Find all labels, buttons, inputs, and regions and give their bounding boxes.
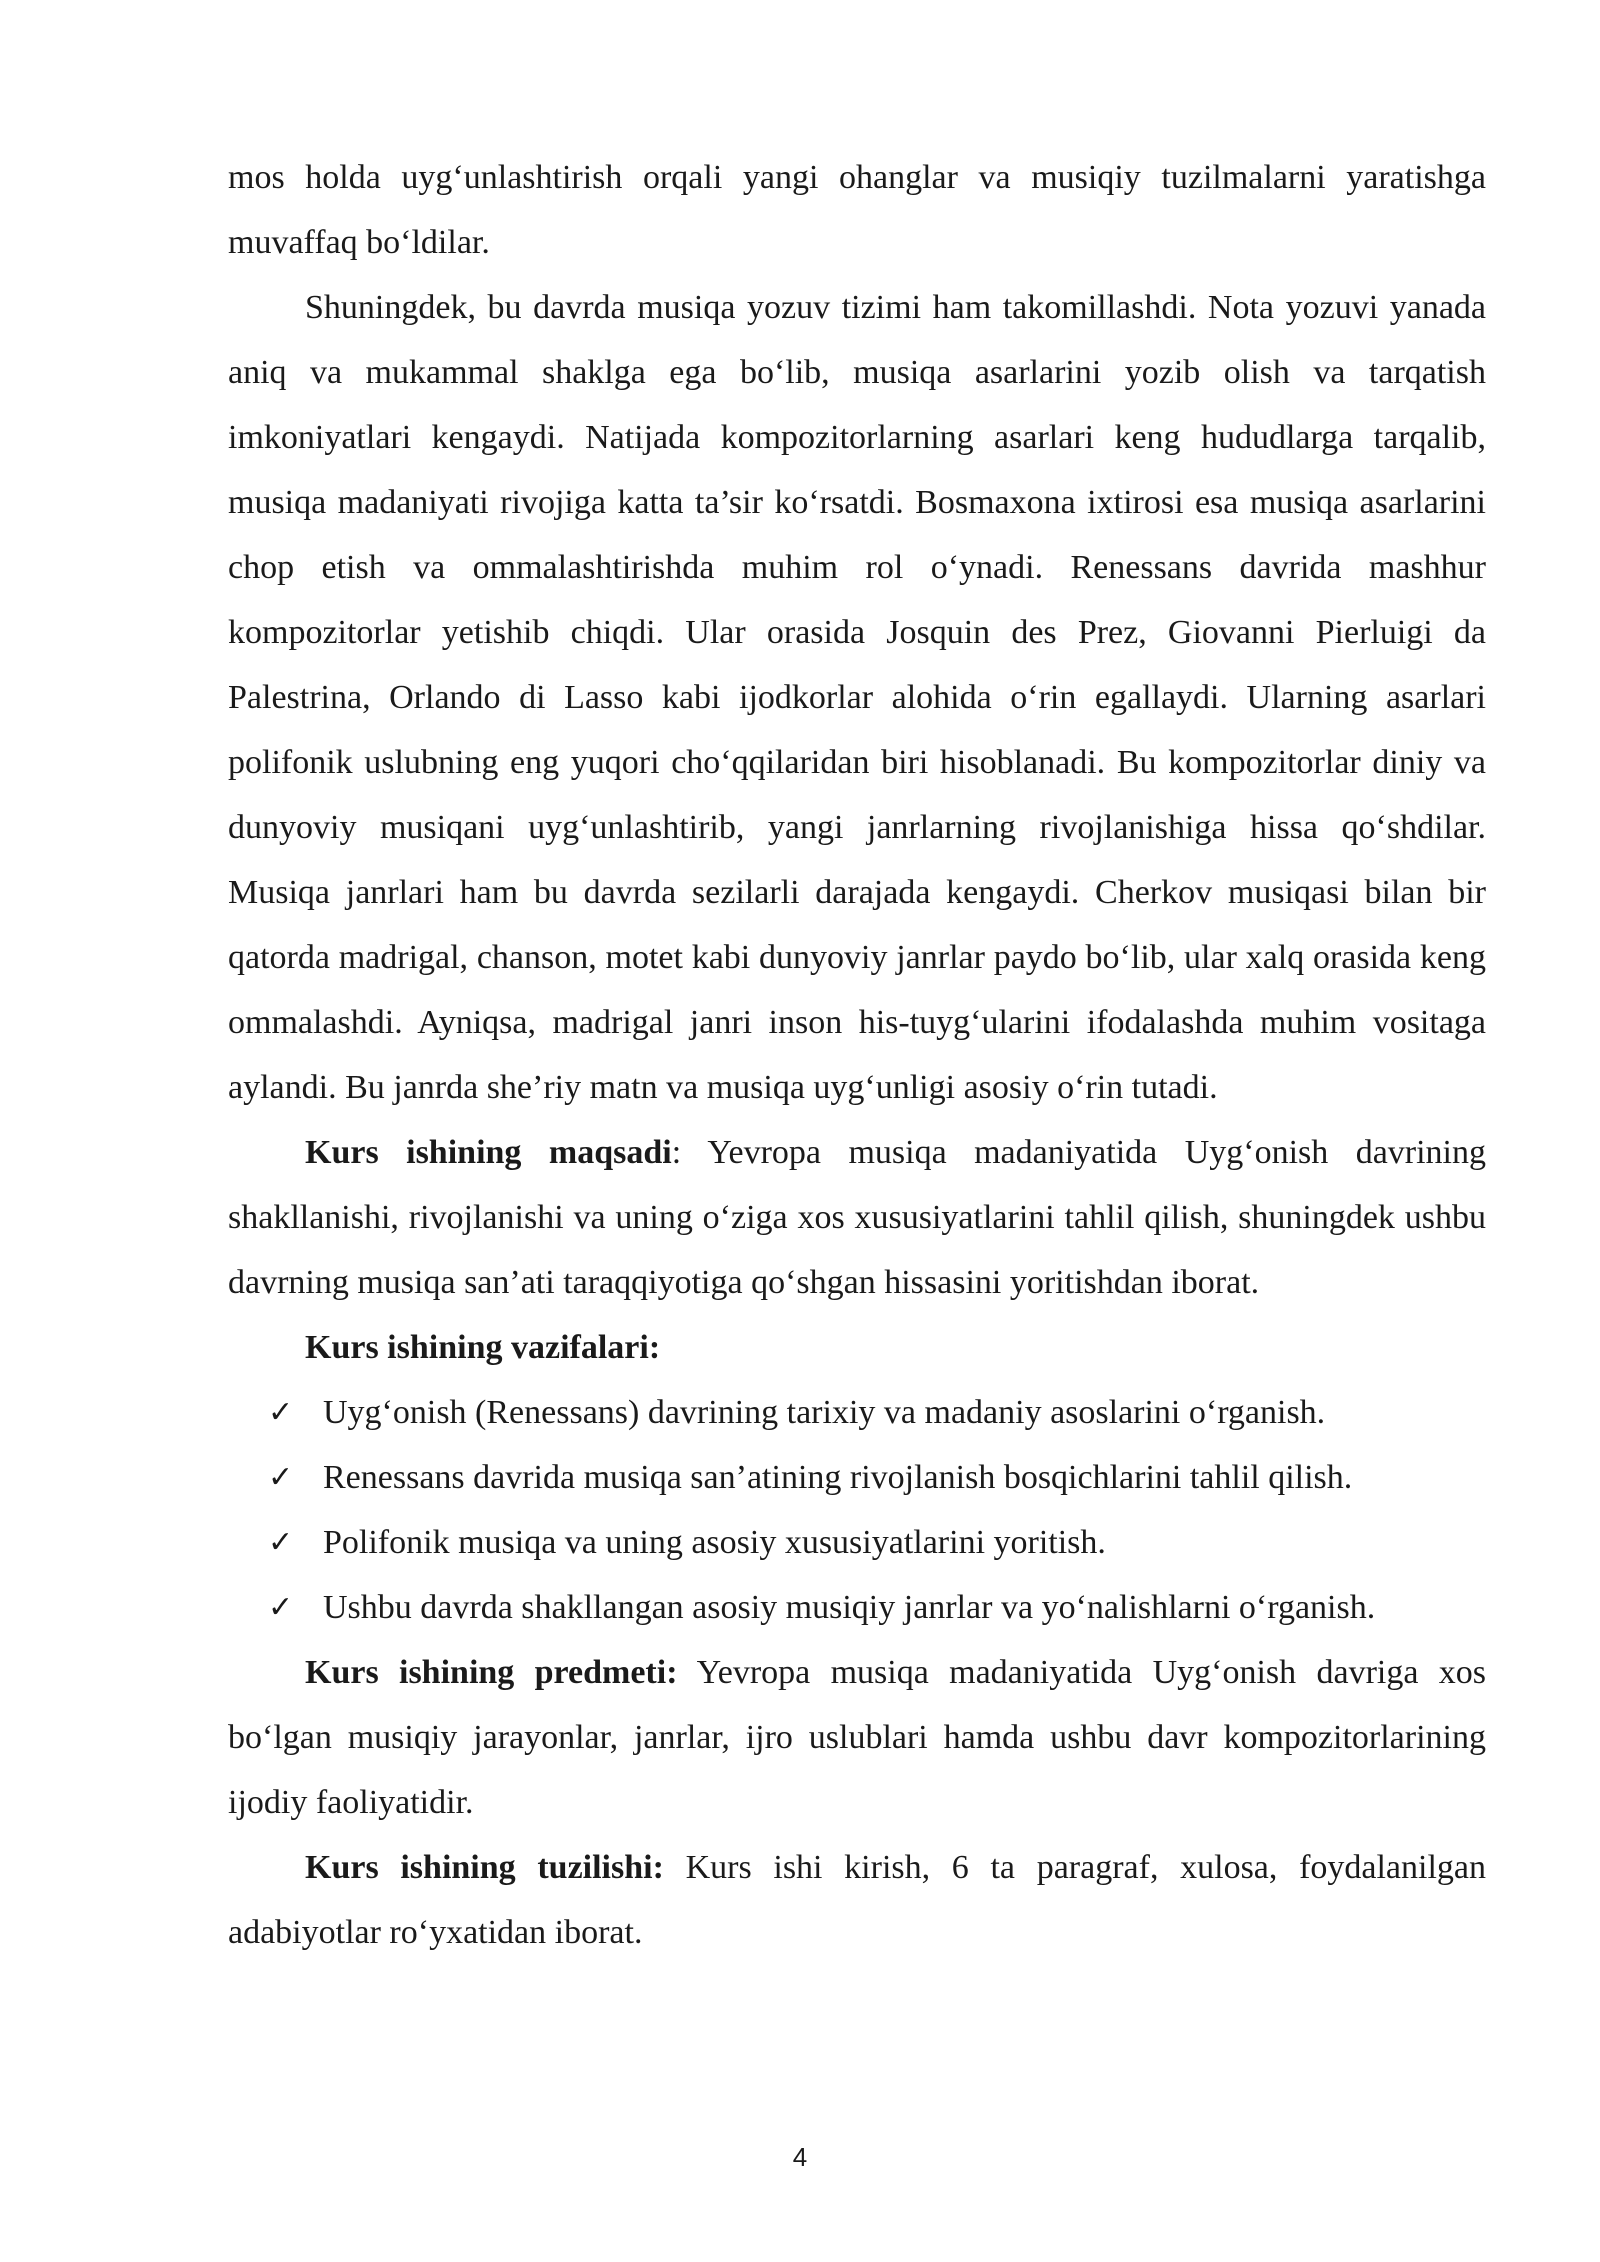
subject-label: Kurs ishining predmeti: <box>305 1654 678 1691</box>
task-item <box>228 1445 1486 1510</box>
checkmark-icon: ✓ <box>268 1395 294 1430</box>
document-page <box>228 145 1486 1965</box>
checkmark-icon: ✓ <box>268 1590 294 1625</box>
subject-text: Yevropa musiqa madaniyatida Uyg‘onish davriga xos bo‘lgan musiqiy jarayonlar, janrlar, ijro uslublari hamda ushbu davr kompozitorlarining ijodiy faoliyatidir. <box>228 1654 1486 1821</box>
task-text: Ushbu davrda shakllangan asosiy musiqiy janrlar va yo‘nalishlarni o‘rganish. <box>323 1589 1376 1626</box>
goal-label: Kurs ishining maqsadi <box>305 1134 672 1171</box>
task-item <box>228 1575 1486 1640</box>
task-item <box>228 1380 1486 1445</box>
paragraph-subject <box>228 1640 1486 1835</box>
structure-text: Kurs ishi kirish, 6 ta paragraf, xulosa, foydalanilgan adabiyotlar ro‘yxatidan iborat. <box>228 1849 1486 1951</box>
checkmark-icon: ✓ <box>268 1460 294 1495</box>
paragraph-notation: Shuningdek, bu davrda musiqa yozuv tizimi ham takomillashdi. Nota yozuvi yanada aniq va mukammal shaklga ega bo‘lib, musiqa asarlarini yozib olish va tarqatish imkoniyatlari kengaydi. Natijada kompozitorlarning asarlari keng hududlarga tarqalib, musiqa madaniyati rivojiga katta ta’sir ko‘rsatdi. Bosmaxona ixtirosi esa musiqa asarlarini chop etish va ommalashtirishda muhim rol o‘ynadi. Renessans davrida mashhur kompozitorlar yetishib chiqdi. Ular orasida Josquin des Prez, Giovanni Pierluigi da Palestrina, Orlando di Lasso kabi ijodkorlar alohida o‘rin egallaydi. Ularning asarlari polifonik uslubning eng yuqori cho‘qqilaridan biri hisoblanadi. Bu kompozitorlar diniy va dunyoviy musiqani uyg‘unlashtirib, yangi janrlarning rivojlanishiga hissa qo‘shdilar. Musiqa janrlari ham bu davrda sezilarli darajada kengaydi. Cherkov musiqasi bilan bir qatorda madrigal, chanson, motet kabi dunyoviy janrlar paydo bo‘lib, ular xalq orasida keng ommalashdi. Ayniqsa, madrigal janri inson his-tuyg‘ularini ifodalashda muhim vositaga aylandi. Bu janrda she’riy matn va musiqa uyg‘unligi asosiy o‘rin tutadi. <box>228 289 1486 1106</box>
tasks-list <box>228 1380 1486 1640</box>
goal-text: : Yevropa musiqa madaniyatida Uyg‘onish davrining shakllanishi, rivojlanishi va uning o‘ziga xos xususiyatlarini tahlil qilish, shuningdek ushbu davrning musiqa san’ati taraqqiyotiga qo‘shgan hissasini yoritishdan iborat. <box>228 1134 1487 1301</box>
paragraph-continuation: mos holda uyg‘unlashtirish orqali yangi ohanglar va musiqiy tuzilmalarni yaratishga muvaffaq bo‘ldilar. <box>228 159 1486 261</box>
task-text: Renessans davrida musiqa san’atining rivojlanish bosqichlarini tahlil qilish. <box>323 1459 1353 1496</box>
paragraph-structure <box>228 1835 1486 1965</box>
task-item <box>228 1510 1486 1575</box>
paragraph-goal <box>228 1120 1486 1315</box>
structure-label: Kurs ishining tuzilishi: <box>305 1849 664 1886</box>
page-number: 4 <box>792 2142 808 2172</box>
task-text: Uyg‘onish (Renessans) davrining tarixiy va madaniy asoslarini o‘rganish. <box>323 1394 1326 1431</box>
checkmark-icon: ✓ <box>268 1525 294 1560</box>
tasks-heading: Kurs ishining vazifalari: <box>305 1329 661 1366</box>
task-text: Polifonik musiqa va uning asosiy xususiyatlarini yoritish. <box>323 1524 1106 1561</box>
